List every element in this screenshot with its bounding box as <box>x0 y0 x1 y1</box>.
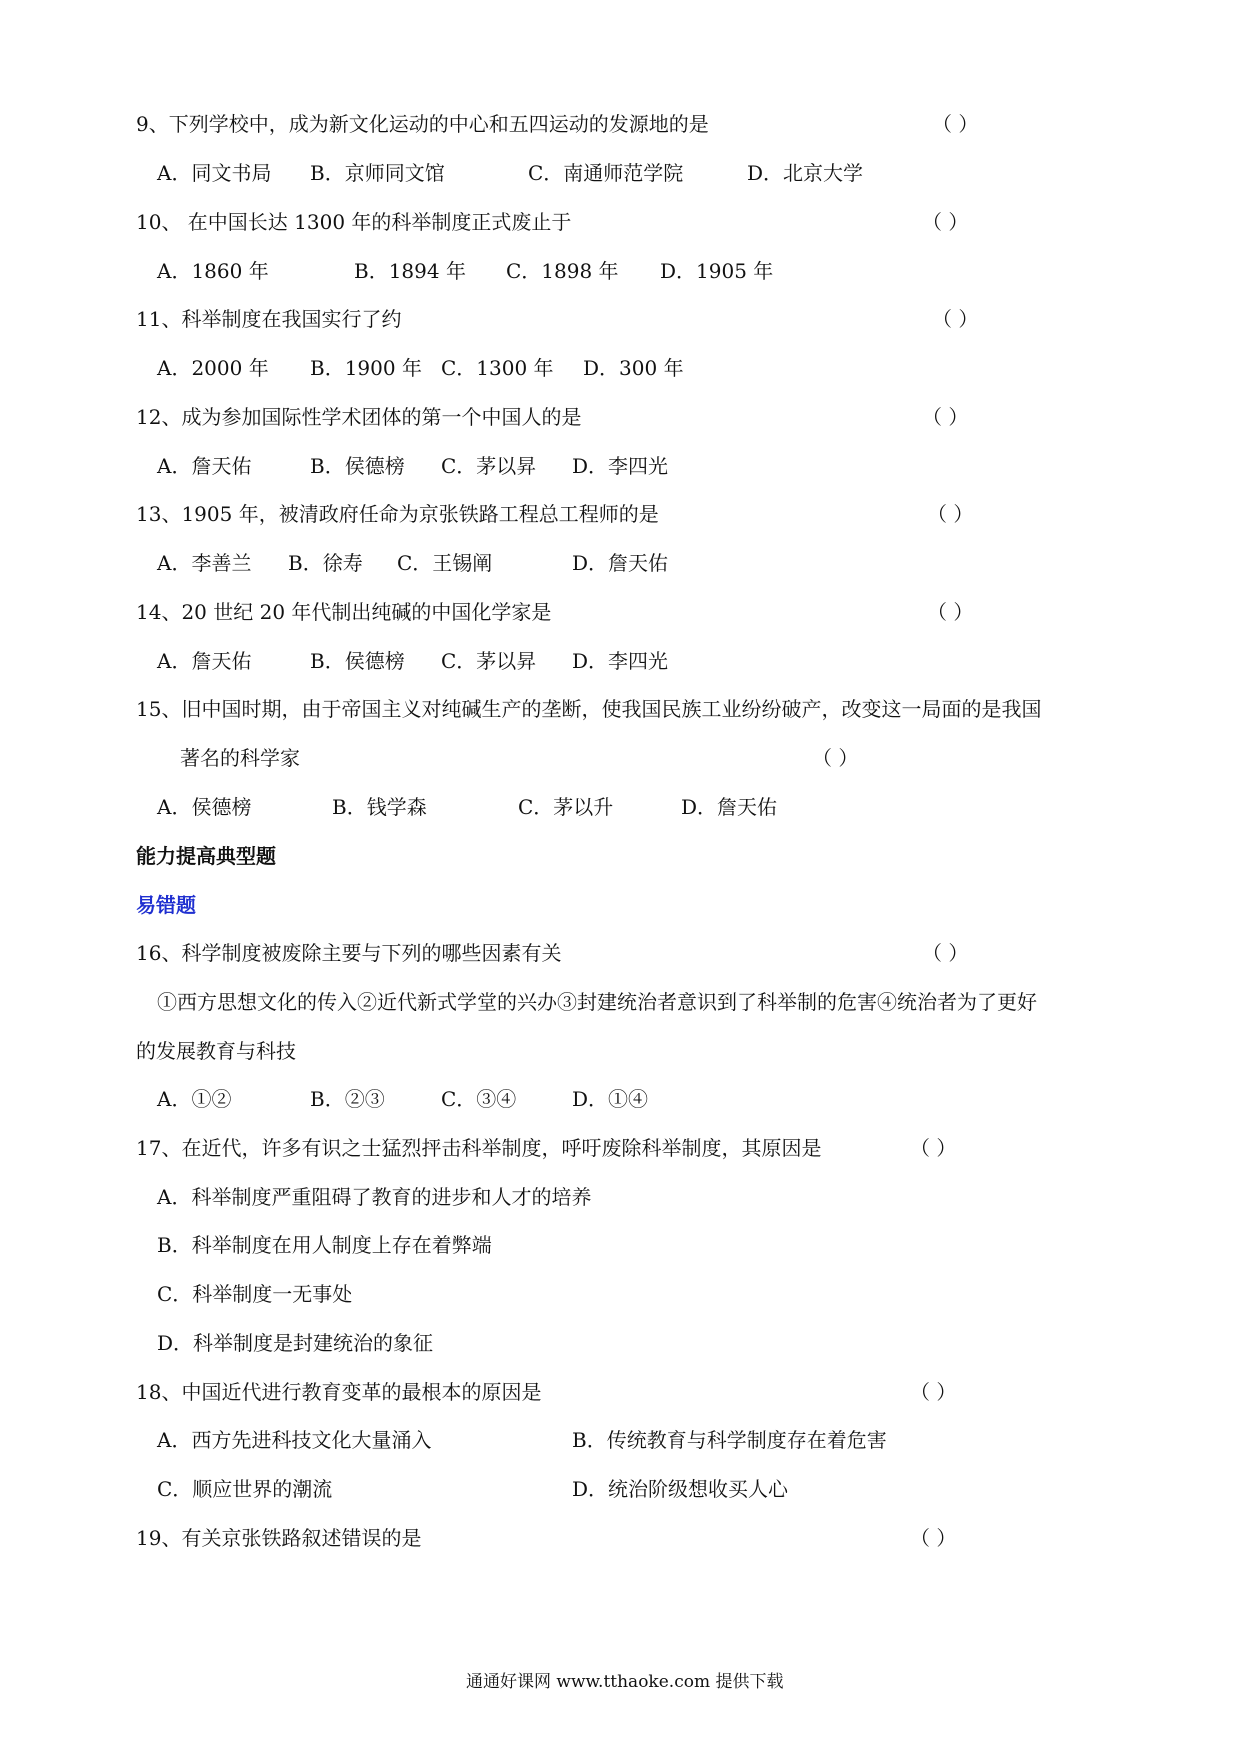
option: B．侯德榜 <box>310 649 405 673</box>
option: B．侯德榜 <box>310 454 405 478</box>
option: D．詹天佑 <box>572 551 669 575</box>
q15-text: 15、旧中国时期，由于帝国主义对纯碱生产的垄断，使我国民族工业纷纷破产，改变这一局面的是我国 <box>136 697 1042 721</box>
q17-option-c: C．科举制度一无事处 <box>157 1282 353 1306</box>
q9-text: 9、下列学校中，成为新文化运动的中心和五四运动的发源地的是 <box>136 112 709 136</box>
q13-paren: （ ） <box>927 502 974 526</box>
q9-paren: （ ） <box>932 112 979 136</box>
q12-paren: （ ） <box>922 405 969 429</box>
option: B．1900 年 <box>310 356 422 380</box>
option: D．李四光 <box>572 649 669 673</box>
option: D．李四光 <box>572 454 669 478</box>
option: A．同文书局 <box>157 161 272 185</box>
option: D．1905 年 <box>660 259 774 283</box>
option: D．詹天佑 <box>681 795 778 819</box>
option: C．1300 年 <box>441 356 554 380</box>
subsection-title: 易错题 <box>136 893 196 917</box>
q18-text: 18、中国近代进行教育变革的最根本的原因是 <box>136 1380 542 1404</box>
q16-stem-cont: 的发展教育与科技 <box>136 1039 296 1063</box>
option: B．京师同文馆 <box>310 161 445 185</box>
q10-paren: （ ） <box>922 210 969 234</box>
option: D．①④ <box>572 1087 649 1111</box>
q17-text: 17、在近代，许多有识之士猛烈抨击科举制度，呼吁废除科举制度，其原因是 <box>136 1136 822 1160</box>
q18-paren: （ ） <box>910 1380 957 1404</box>
q16-paren: （ ） <box>922 941 969 965</box>
q19-paren: （ ） <box>910 1526 957 1550</box>
option: A．侯德榜 <box>157 795 252 819</box>
q17-option-a: A．科举制度严重阻碍了教育的进步和人才的培养 <box>157 1185 592 1209</box>
option: B．钱学森 <box>332 795 427 819</box>
q16-stem: ①西方思想文化的传入②近代新式学堂的兴办③封建统治者意识到了科举制的危害④统治者为了更好 <box>157 990 1037 1014</box>
option: A．詹天佑 <box>157 454 252 478</box>
q17-option-d: D．科举制度是封建统治的象征 <box>157 1331 434 1355</box>
page-footer: 通通好课网 www.tthaoke.com 提供下载 <box>466 1672 784 1692</box>
option: D．300 年 <box>583 356 684 380</box>
option: D．统治阶级想收买人心 <box>572 1477 789 1501</box>
q16-text: 16、科学制度被废除主要与下列的哪些因素有关 <box>136 941 562 965</box>
option: B．②③ <box>310 1087 385 1111</box>
q17-option-b: B．科举制度在用人制度上存在着弊端 <box>157 1233 492 1257</box>
option: C．1898 年 <box>506 259 619 283</box>
q19-text: 19、有关京张铁路叙述错误的是 <box>136 1526 422 1550</box>
option: A．李善兰 <box>157 551 252 575</box>
option: B．1894 年 <box>354 259 466 283</box>
option: C．③④ <box>441 1087 517 1111</box>
option: C．南通师范学院 <box>528 161 684 185</box>
option: C．茅以昇 <box>441 454 537 478</box>
option: C．顺应世界的潮流 <box>157 1477 333 1501</box>
option: A．西方先进科技文化大量涌入 <box>157 1428 432 1452</box>
q15-paren: （ ） <box>812 746 859 770</box>
option: B．徐寿 <box>288 551 363 575</box>
option: A．①② <box>157 1087 232 1111</box>
option: A．詹天佑 <box>157 649 252 673</box>
option: D．北京大学 <box>747 161 864 185</box>
option: C．茅以升 <box>518 795 614 819</box>
q14-paren: （ ） <box>927 600 974 624</box>
q15-text-cont: 著名的科学家 <box>180 746 300 770</box>
option: C．王锡阐 <box>397 551 493 575</box>
q11-text: 11、科举制度在我国实行了约 <box>136 307 402 331</box>
option: A．1860 年 <box>157 259 269 283</box>
option: A．2000 年 <box>157 356 269 380</box>
section-title: 能力提高典型题 <box>136 844 276 868</box>
option: B．传统教育与科学制度存在着危害 <box>572 1428 887 1452</box>
q11-paren: （ ） <box>932 307 979 331</box>
q10-text: 10、 在中国长达 1300 年的科举制度正式废止于 <box>136 210 572 234</box>
option: C．茅以昇 <box>441 649 537 673</box>
q17-paren: （ ） <box>910 1136 957 1160</box>
q12-text: 12、成为参加国际性学术团体的第一个中国人的是 <box>136 405 582 429</box>
q13-text: 13、1905 年，被清政府任命为京张铁路工程总工程师的是 <box>136 502 659 526</box>
q14-text: 14、20 世纪 20 年代制出纯碱的中国化学家是 <box>136 600 552 624</box>
